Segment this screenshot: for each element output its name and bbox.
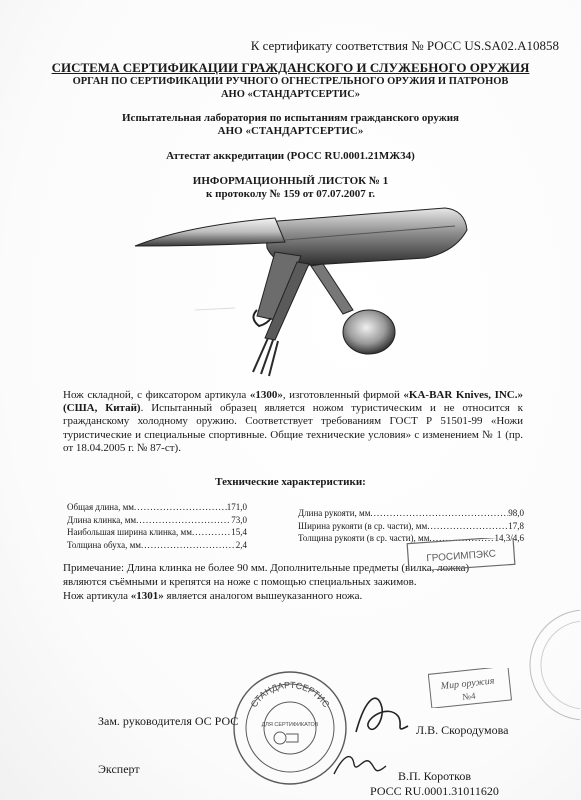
shop-stamp-number: №4 (461, 690, 476, 702)
certification-body-line-2: АНО «СТАНДАРТСЕРТИС» (220, 89, 361, 100)
note-line-2: являются съёмными и крепятся на ноже с помощью специальных зажимов. (63, 576, 417, 588)
round-stamp-text: СТАНДАРТСЕРТИС (248, 679, 332, 710)
company-box-stamp (406, 538, 516, 570)
accreditation-line: Аттестат аккредитации (РОСС RU.0001.21МЖ34) (166, 150, 415, 162)
spec-row: Ширина рукояти (в ср. части), мм ..... 17,8 (298, 520, 524, 533)
expert-name: В.П. Коротков (398, 769, 472, 783)
spec-row: Наибольшая ширина клинка, мм ..... 15,4 (67, 526, 247, 539)
certification-system-title: СИСТЕМА СЕРТИФИКАЦИИ ГРАЖДАНСКОГО И СЛУЖЕБНОГО ОРУЖИЯ (51, 60, 530, 75)
laboratory-line-1: Испытательная лаборатория по испытаниям гражданского оружия (122, 112, 459, 124)
spec-row: Толщина обуха, мм ..... 2,4 (67, 539, 247, 552)
spec-row: Длина клинка, мм ..... 73,0 (67, 514, 247, 527)
round-stamp-inner-text: ДЛЯ СЕРТИФИКАТОВ (261, 722, 319, 728)
expert-registration: РОСС RU.0001.31011620 (370, 784, 499, 798)
certificate-reference: К сертификату соответствия № РОСС US.SA02.A10858 (250, 38, 559, 53)
spec-row: Толщина рукояти (в ср. части), мм ..... 14,3/4,6 (298, 532, 524, 545)
deputy-name: Л.В. Скородумова (416, 723, 509, 737)
knife-photo (125, 200, 470, 380)
note-line-1: Примечание: Длина клинка не более 90 мм. Дополнительные предметы (вилка, ложка) (63, 562, 470, 574)
shop-stamp (428, 668, 514, 708)
box-stamp-text: ГРОСИМПЭКС (426, 548, 497, 565)
info-sheet-title: ИНФОРМАЦИОННЫЙ ЛИСТОК № 1 (192, 175, 389, 187)
info-sheet-protocol: к протоколу № 159 от 07.07.2007 г. (206, 188, 375, 200)
expert-signature (330, 748, 390, 782)
product-description: Нож складной, с фиксатором артикула «1300», изготовленный фирмой «KA-BAR Knives, INC.» (США, Китай). Испытанный образец является ножом туристическим и не относится к гражданскому холодному оружию. Соответствует требованиям ГОСТ Р 51501-99 «Ножи туристические и специальные спортивные. Общие технические условия» с изменением № 1 (пр. от 18.04.2005 г. № 87-ст). (63, 389, 523, 454)
shop-stamp-text: Мир оружия (440, 675, 495, 693)
laboratory-line-2: АНО «СТАНДАРТСЕРТИС» (217, 125, 364, 137)
certification-body-line-1: ОРГАН ПО СЕРТИФИКАЦИИ РУЧНОГО ОГНЕСТРЕЛЬНОГО ОРУЖИЯ И ПАТРОНОВ (72, 76, 509, 87)
deputy-label: Зам. руководителя ОС РОС (98, 714, 239, 728)
deputy-signature (348, 686, 418, 742)
specs-title: Технические характеристики: (215, 476, 366, 488)
specs-left-column (67, 501, 247, 551)
note-line-3: Нож артикула «1301» является аналогом вышеуказанного ножа. (63, 590, 363, 602)
spec-row: Общая длина, мм ..... 171,0 (67, 501, 247, 514)
expert-label: Эксперт (98, 762, 140, 776)
spec-row: Длина рукояти, мм ..... 98,0 (298, 507, 524, 520)
